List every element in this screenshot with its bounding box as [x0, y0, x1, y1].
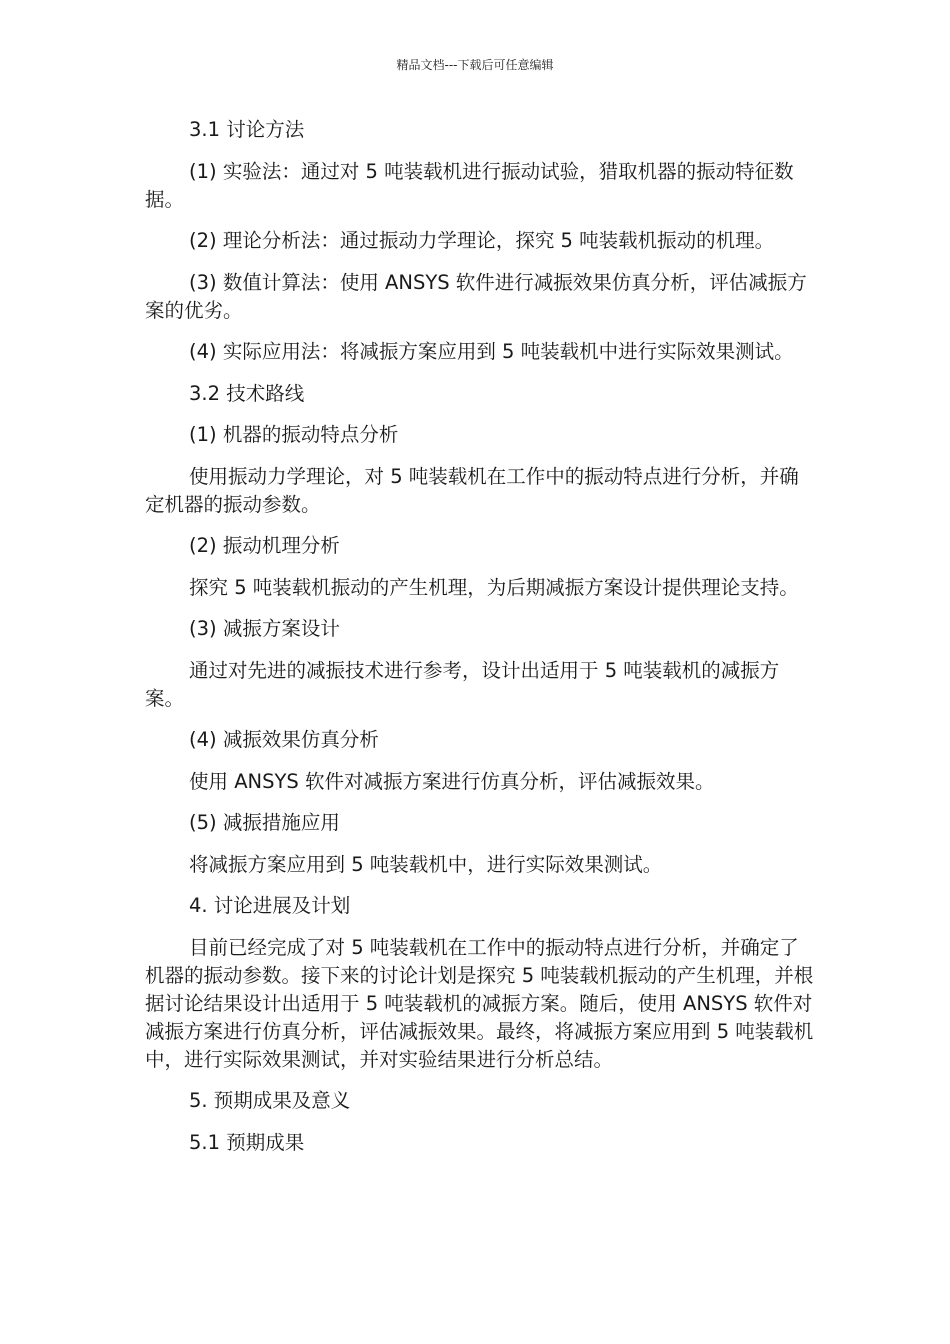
route-item-5-title: (5) 减振措施应用	[189, 811, 340, 834]
route-item-4-title: (4) 减振效果仿真分析	[189, 728, 379, 751]
progress-plan-paragraph: 目前已经完成了对 5 吨装载机在工作中的振动特点进行分析，并确定了机器的振动参数。接下来的讨论计划是探究 5 吨装载机振动的产生机理，并根据讨论结果设计出适用于 5 吨装载机的减振方案。随后，使用 ANSYS 软件对减振方案进行仿真分析，评估减振效果。最终，将减振方案应用到 5 吨装载机中，进行实际效果测试，并对实验结果进行分析总结。	[145, 935, 814, 1071]
page-header-watermark: 精品文档---下载后可任意编辑	[396, 58, 554, 72]
document-body	[145, 116, 815, 1170]
route-item-5-body: 将减振方案应用到 5 吨装载机中，进行实际效果测试。	[189, 852, 663, 876]
section-heading-5: 5. 预期成果及意义	[189, 1089, 351, 1112]
method-item-4: (4) 实际应用法：将减振方案应用到 5 吨装载机中进行实际效果测试。	[189, 340, 794, 363]
section-heading-3-2: 3.2 技术路线	[189, 381, 305, 405]
route-item-2-title: (2) 振动机理分析	[189, 534, 340, 557]
route-item-4-body: 使用 ANSYS 软件对减振方案进行仿真分析，评估减振效果。	[189, 769, 715, 793]
route-item-3-title: (3) 减振方案设计	[189, 617, 340, 640]
method-item-2: (2) 理论分析法：通过振动力学理论，探究 5 吨装载机振动的机理。	[189, 229, 775, 252]
route-item-1-title: (1) 机器的振动特点分析	[189, 423, 399, 446]
route-item-1-body: 使用振动力学理论，对 5 吨装载机在工作中的振动特点进行分析，并确定机器的振动参数。	[145, 464, 799, 516]
method-item-3: (3) 数值计算法：使用 ANSYS 软件进行减振效果仿真分析，评估减振方案的优劣。	[145, 270, 807, 322]
route-item-3-body: 通过对先进的减振技术进行参考，设计出适用于 5 吨装载机的减振方案。	[145, 658, 780, 710]
section-heading-3-1: 3.1 讨论方法	[189, 118, 305, 141]
section-heading-5-1: 5.1 预期成果	[189, 1130, 305, 1154]
route-item-2-body: 探究 5 吨装载机振动的产生机理，为后期减振方案设计提供理论支持。	[189, 575, 799, 599]
section-heading-4: 4. 讨论进展及计划	[189, 894, 351, 917]
method-item-1: (1) 实验法：通过对 5 吨装载机进行振动试验，猎取机器的振动特征数据。	[145, 159, 794, 211]
